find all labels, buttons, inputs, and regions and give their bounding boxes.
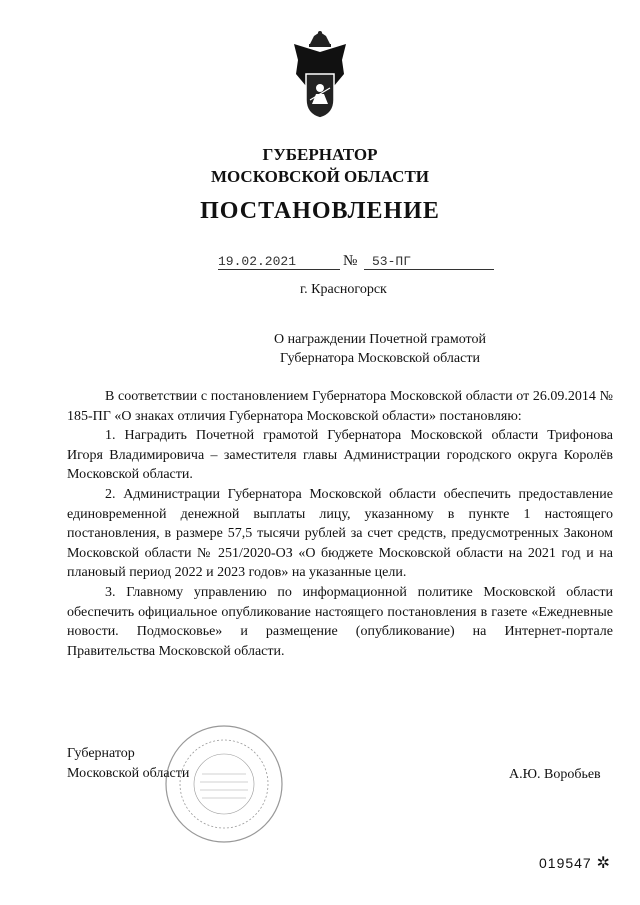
issuer-title-line1: ГУБЕРНАТОР — [262, 145, 378, 164]
signatory-title-line1: Губернатор — [67, 746, 135, 761]
number-sign: № — [343, 253, 358, 269]
paragraph-item-2: 2. Администрации Губернатора Московской области обеспечить предоставление единовременной денежной выплаты лицу, указанному в пункте 1 настоящего постановления, в размере 57,5 тысячи рублей за счет средств, предусмотренных Законом Московской области № 251/2020-ОЗ «О бюджете Московской области на 2021 год и на плановый период 2022 и 2023 годов» на указанные цели. — [67, 486, 613, 581]
document-city: г. Красногорск — [300, 282, 387, 297]
document-date: 19.02.2021 — [218, 254, 340, 270]
paragraph-preamble: В соответствии с постановлением Губернатора Московской области от 26.09.2014 № 185-ПГ «О знаках отличия Губернатора Московской области» постановляю: — [67, 389, 613, 424]
issuer-title-line2: МОСКОВСКОЙ ОБЛАСТИ — [210, 167, 430, 186]
seal-stamp-icon — [162, 722, 286, 846]
serial-star-mark: ✲ — [596, 855, 612, 872]
document-number: 53-ПГ — [364, 254, 494, 270]
document-body — [67, 387, 613, 661]
signatory-title-line2: Московской области — [67, 766, 190, 781]
serial-number — [539, 853, 611, 873]
paragraph-item-1: 1. Наградить Почетной грамотой Губернатора Московской области Трифонова Игоря Владимировича – заместителя главы Администрации городского округа Королёв Московской области. — [67, 428, 613, 483]
subject-line1: О награждении Почетной грамотой — [274, 332, 486, 347]
document-type-title: ПОСТАНОВЛЕНИЕ — [200, 198, 440, 224]
subject-line2: Губернатора Московской области — [280, 351, 480, 366]
coat-of-arms-icon — [292, 30, 348, 120]
paragraph-item-3: 3. Главному управлению по информационной политике Московской области обеспечить официальное опубликование настоящего постановления в газете «Ежедневные новости. Подмосковье» и размещение (опубликование) на Интернет-портале Правительства Московской области. — [67, 584, 613, 659]
serial-number-value: 019547 — [539, 855, 592, 871]
signatory-name: А.Ю. Воробьев — [509, 767, 601, 782]
document-subject — [230, 330, 530, 368]
